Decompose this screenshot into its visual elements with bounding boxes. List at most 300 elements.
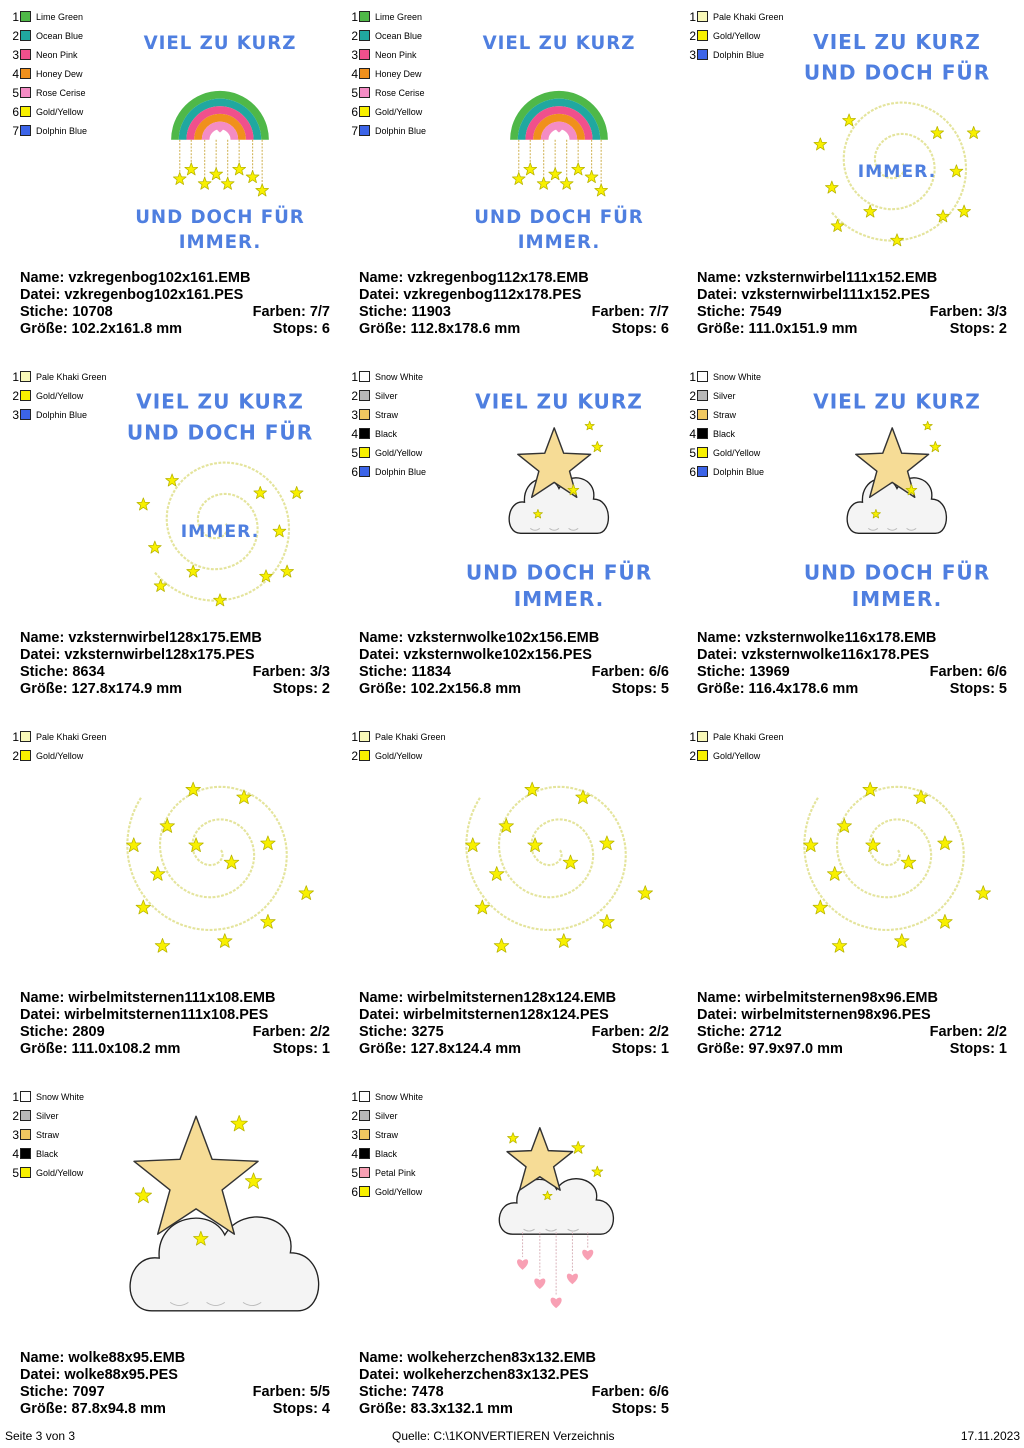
star-icon — [198, 177, 211, 189]
color-legend-row — [687, 727, 784, 746]
design-card — [682, 0, 1012, 352]
embroidery-preview — [459, 740, 659, 970]
stitch-count: Stiche: 8634 — [20, 664, 105, 680]
star-icon — [233, 163, 246, 175]
star-icon — [895, 934, 910, 948]
color-name: Honey Dew — [375, 68, 422, 79]
heart-icon — [534, 1278, 545, 1289]
footer-page-number: Seite 3 von 3 — [5, 1429, 76, 1443]
design-info — [20, 630, 330, 698]
color-swatch — [359, 1167, 370, 1178]
color-number: 2 — [12, 388, 19, 403]
design-card — [344, 360, 674, 712]
star-icon — [914, 790, 929, 804]
color-name: Rose Cerise — [375, 87, 425, 98]
color-number: 3 — [351, 1127, 358, 1142]
design-size: Größe: 111.0x108.2 mm — [20, 1041, 181, 1057]
color-number: 2 — [351, 28, 358, 43]
color-number: 4 — [689, 426, 696, 441]
color-number: 3 — [351, 407, 358, 422]
color-name: Snow White — [713, 371, 762, 382]
color-number: 5 — [351, 445, 358, 460]
design-name: Name: wolkeherzchen83x132.EMB — [359, 1350, 596, 1366]
heart-icon — [567, 1274, 578, 1285]
star-icon — [557, 934, 572, 948]
art-text-line-1: VIEL ZU KURZ — [475, 389, 643, 414]
embroidery-preview — [120, 1100, 320, 1330]
color-number: 5 — [12, 1165, 19, 1180]
star-icon — [245, 1173, 261, 1189]
color-count: Farben: 6/6 — [591, 1384, 669, 1400]
design-info — [697, 990, 1007, 1058]
color-name: Snow White — [375, 371, 424, 382]
color-swatch — [697, 750, 708, 761]
color-legend-row — [349, 424, 426, 443]
color-number: 4 — [351, 66, 358, 81]
star-icon — [136, 900, 151, 914]
color-name: Pale Khaki Green — [36, 731, 107, 742]
design-card — [5, 0, 335, 352]
star-icon — [976, 886, 991, 900]
color-swatch — [697, 49, 708, 60]
star-icon — [937, 210, 950, 222]
color-legend-row — [687, 367, 764, 386]
color-name: Pale Khaki Green — [713, 11, 784, 22]
color-number: 4 — [351, 1146, 358, 1161]
star-icon — [299, 886, 314, 900]
star-icon — [950, 165, 963, 177]
color-legend-row — [687, 746, 784, 765]
color-swatch — [20, 30, 31, 41]
color-legend-row — [349, 1125, 423, 1144]
design-size: Größe: 87.8x94.8 mm — [20, 1401, 166, 1417]
color-swatch — [359, 1186, 370, 1197]
color-swatch — [697, 409, 708, 420]
color-swatch — [359, 466, 370, 477]
color-number: 5 — [351, 1165, 358, 1180]
design-file: Datei: vzksternwolke116x178.PES — [697, 647, 930, 663]
star-icon — [210, 168, 223, 180]
embroidery-preview — [120, 740, 320, 970]
design-name: Name: wirbelmitsternen98x96.EMB — [697, 990, 938, 1006]
color-swatch — [359, 1148, 370, 1159]
color-swatch — [20, 68, 31, 79]
color-number: 6 — [351, 104, 358, 119]
star-icon — [832, 938, 847, 952]
color-number: 6 — [689, 464, 696, 479]
color-number: 3 — [12, 1127, 19, 1142]
color-legend-row — [349, 1144, 423, 1163]
color-name: Dolphin Blue — [375, 466, 427, 477]
color-legend-row — [349, 443, 426, 462]
heart-icon — [551, 1298, 562, 1309]
star-icon — [825, 181, 838, 193]
star-icon — [260, 570, 273, 582]
star-icon — [237, 790, 252, 804]
color-name: Gold/Yellow — [375, 106, 423, 117]
color-legend-row — [349, 1087, 423, 1106]
color-legend-row — [10, 64, 87, 83]
star-icon — [150, 867, 165, 881]
color-number: 6 — [351, 464, 358, 479]
design-size: Größe: 112.8x178.6 mm — [359, 321, 521, 337]
star-icon — [638, 886, 653, 900]
color-legend-row — [10, 1106, 84, 1125]
design-info — [359, 1350, 669, 1418]
design-card — [5, 720, 335, 1072]
color-swatch — [359, 125, 370, 136]
star-icon — [827, 867, 842, 881]
color-legend-row — [349, 45, 426, 64]
star-icon — [155, 938, 170, 952]
color-swatch — [20, 1167, 31, 1178]
design-name: Name: vzkregenbog102x161.EMB — [20, 270, 251, 286]
color-count: Farben: 3/3 — [929, 304, 1007, 320]
color-count: Farben: 5/5 — [252, 1384, 330, 1400]
color-name: Black — [375, 1148, 398, 1159]
embroidery-preview — [459, 380, 659, 610]
stitch-count: Stiche: 2809 — [20, 1024, 105, 1040]
star-icon — [465, 838, 480, 852]
color-name: Straw — [713, 409, 737, 420]
stop-count: Stops: 5 — [611, 1401, 669, 1417]
design-size: Größe: 97.9x97.0 mm — [697, 1041, 843, 1057]
color-legend-row — [10, 121, 87, 140]
star-icon — [221, 177, 234, 189]
stop-count: Stops: 6 — [611, 321, 669, 337]
color-legend — [10, 367, 107, 424]
color-count: Farben: 2/2 — [591, 1024, 669, 1040]
color-number: 3 — [689, 407, 696, 422]
star-icon — [938, 836, 953, 850]
color-swatch — [20, 1091, 31, 1102]
design-file: Datei: wirbelmitsternen111x108.PES — [20, 1007, 269, 1023]
star-icon — [489, 867, 504, 881]
embroidery-preview — [120, 380, 320, 610]
star-icon — [563, 855, 578, 869]
color-number: 2 — [351, 748, 358, 763]
color-swatch — [359, 1129, 370, 1140]
color-legend-row — [10, 7, 87, 26]
color-legend-row — [687, 45, 784, 64]
color-swatch — [359, 68, 370, 79]
color-number: 2 — [689, 28, 696, 43]
heart-icon — [582, 1250, 593, 1261]
color-name: Ocean Blue — [36, 30, 84, 41]
color-number: 7 — [351, 123, 358, 138]
color-swatch — [20, 1110, 31, 1121]
star-icon — [290, 486, 303, 498]
color-legend-row — [349, 121, 426, 140]
star-icon — [148, 541, 161, 553]
stitch-count: Stiche: 11834 — [359, 664, 451, 680]
design-file: Datei: vzkregenbog102x161.PES — [20, 287, 244, 303]
star-icon — [218, 934, 233, 948]
design-info — [359, 990, 669, 1058]
design-name: Name: wirbelmitsternen128x124.EMB — [359, 990, 617, 1006]
star-icon — [931, 126, 944, 138]
color-number: 1 — [351, 1089, 358, 1104]
color-number: 2 — [12, 28, 19, 43]
color-legend-row — [10, 1144, 84, 1163]
color-legend — [687, 7, 784, 64]
stitch-count: Stiche: 3275 — [359, 1024, 444, 1040]
star-icon — [186, 782, 201, 796]
color-number: 4 — [12, 1146, 19, 1161]
color-name: Gold/Yellow — [375, 750, 423, 761]
color-number: 1 — [12, 9, 19, 24]
color-number: 1 — [12, 1089, 19, 1104]
color-legend-row — [349, 26, 426, 45]
stitch-count: Stiche: 2712 — [697, 1024, 782, 1040]
star-icon — [525, 782, 540, 796]
color-number: 2 — [351, 388, 358, 403]
color-legend-row — [687, 386, 764, 405]
stop-count: Stops: 2 — [949, 321, 1007, 337]
star-icon — [254, 486, 267, 498]
swirl-line — [466, 787, 625, 930]
color-legend — [10, 7, 87, 140]
color-legend — [349, 1087, 423, 1201]
star-icon — [246, 170, 259, 182]
color-number: 3 — [689, 47, 696, 62]
star-icon — [600, 836, 615, 850]
art-text-line-3: IMMER. — [851, 587, 943, 612]
color-number: 1 — [12, 729, 19, 744]
color-legend-row — [349, 64, 426, 83]
design-name: Name: vzksternwirbel128x175.EMB — [20, 630, 262, 646]
stop-count: Stops: 1 — [272, 1041, 330, 1057]
color-legend-row — [687, 405, 764, 424]
color-legend — [349, 367, 426, 481]
star-icon — [814, 138, 827, 150]
color-name: Dolphin Blue — [713, 49, 765, 60]
color-name: Straw — [375, 409, 399, 420]
star-icon — [576, 790, 591, 804]
color-legend-row — [10, 26, 87, 45]
color-name: Lime Green — [375, 11, 423, 22]
color-name: Straw — [375, 1129, 399, 1140]
embroidery-preview — [459, 1100, 659, 1330]
color-swatch — [359, 1091, 370, 1102]
design-size: Größe: 127.8x124.4 mm — [359, 1041, 522, 1057]
color-swatch — [697, 466, 708, 477]
star-icon — [187, 565, 200, 577]
embroidery-preview — [797, 20, 997, 250]
color-swatch — [359, 428, 370, 439]
color-legend-row — [687, 424, 764, 443]
art-text-line-1: VIEL ZU KURZ — [136, 389, 304, 414]
star-icon — [256, 184, 269, 196]
color-name: Silver — [713, 390, 736, 401]
color-name: Black — [36, 1148, 59, 1159]
stitch-count: Stiche: 11903 — [359, 304, 451, 320]
stop-count: Stops: 5 — [611, 681, 669, 697]
color-name: Pale Khaki Green — [375, 731, 446, 742]
stitch-count: Stiche: 7478 — [359, 1384, 444, 1400]
star-icon — [524, 163, 537, 175]
color-name: Black — [713, 428, 736, 439]
design-file: Datei: vzksternwirbel128x175.PES — [20, 647, 255, 663]
color-name: Ocean Blue — [375, 30, 423, 41]
embroidery-preview — [459, 20, 659, 254]
color-legend-row — [349, 7, 426, 26]
art-text-line-3: IMMER. — [178, 232, 262, 254]
star-icon — [930, 441, 941, 451]
star-icon — [923, 421, 932, 430]
star-icon — [508, 1133, 519, 1143]
color-legend-row — [10, 386, 107, 405]
color-swatch — [359, 87, 370, 98]
color-legend-row — [349, 462, 426, 481]
color-name: Gold/Yellow — [375, 1186, 423, 1197]
color-swatch — [697, 30, 708, 41]
color-legend — [10, 727, 107, 765]
star-icon — [938, 914, 953, 928]
stop-count: Stops: 6 — [272, 321, 330, 337]
color-number: 2 — [689, 388, 696, 403]
color-number: 3 — [12, 407, 19, 422]
color-name: Gold/Yellow — [713, 750, 761, 761]
color-swatch — [359, 731, 370, 742]
color-name: Gold/Yellow — [36, 1167, 84, 1178]
color-swatch — [359, 390, 370, 401]
footer-source: Quelle: C:\1KONVERTIEREN Verzeichnis — [392, 1429, 615, 1443]
star-icon — [958, 205, 971, 217]
star-icon — [572, 163, 585, 175]
art-text-line-3: IMMER. — [180, 522, 260, 543]
big-star-icon — [134, 1116, 258, 1234]
star-icon — [528, 838, 543, 852]
art-text-line-3: IMMER. — [517, 232, 601, 254]
star-icon — [967, 126, 980, 138]
color-swatch — [20, 409, 31, 420]
color-swatch — [20, 1129, 31, 1140]
color-swatch — [20, 125, 31, 136]
design-size: Größe: 127.8x174.9 mm — [20, 681, 183, 697]
design-name: Name: vzksternwolke116x178.EMB — [697, 630, 937, 646]
color-legend-row — [349, 1163, 423, 1182]
color-name: Snow White — [36, 1091, 85, 1102]
design-size: Größe: 102.2x161.8 mm — [20, 321, 183, 337]
color-swatch — [697, 731, 708, 742]
color-legend — [10, 1087, 84, 1182]
design-size: Größe: 111.0x151.9 mm — [697, 321, 858, 337]
color-swatch — [697, 371, 708, 382]
design-info — [20, 1350, 330, 1418]
color-legend-row — [349, 1182, 423, 1201]
design-file: Datei: wolke88x95.PES — [20, 1367, 178, 1383]
color-swatch — [20, 106, 31, 117]
color-legend — [687, 367, 764, 481]
color-name: Gold/Yellow — [36, 750, 84, 761]
color-legend-row — [349, 405, 426, 424]
design-card — [682, 360, 1012, 712]
design-size: Größe: 83.3x132.1 mm — [359, 1401, 513, 1417]
stitch-count: Stiche: 13969 — [697, 664, 790, 680]
star-icon — [281, 565, 294, 577]
color-name: Silver — [375, 390, 398, 401]
star-icon — [592, 1166, 603, 1176]
color-name: Gold/Yellow — [36, 390, 84, 401]
color-number: 1 — [689, 9, 696, 24]
color-number: 7 — [12, 123, 19, 138]
art-text-line-2: UND DOCH FÜR — [465, 560, 653, 585]
color-swatch — [20, 11, 31, 22]
color-swatch — [359, 447, 370, 458]
color-legend — [687, 727, 784, 765]
design-card — [682, 720, 1012, 1072]
color-swatch — [697, 428, 708, 439]
color-swatch — [20, 750, 31, 761]
design-file: Datei: wirbelmitsternen98x96.PES — [697, 1007, 931, 1023]
color-legend-row — [10, 1163, 84, 1182]
star-icon — [813, 900, 828, 914]
color-swatch — [359, 30, 370, 41]
color-swatch — [359, 750, 370, 761]
color-number: 2 — [12, 1108, 19, 1123]
design-file: Datei: wirbelmitsternen128x124.PES — [359, 1007, 609, 1023]
design-card — [344, 1080, 674, 1432]
color-number: 5 — [689, 445, 696, 460]
design-card — [344, 720, 674, 1072]
swirl-line — [804, 787, 963, 930]
star-icon — [585, 170, 598, 182]
design-card — [5, 1080, 335, 1432]
color-swatch — [20, 87, 31, 98]
swirl-line — [127, 787, 286, 930]
design-name: Name: vzkregenbog112x178.EMB — [359, 270, 589, 286]
color-name: Silver — [375, 1110, 398, 1121]
color-legend-row — [349, 1106, 423, 1125]
color-legend — [349, 727, 446, 765]
star-icon — [224, 855, 239, 869]
color-legend-row — [349, 727, 446, 746]
star-icon — [560, 177, 573, 189]
stop-count: Stops: 1 — [949, 1041, 1007, 1057]
color-count: Farben: 2/2 — [929, 1024, 1007, 1040]
color-legend-row — [349, 386, 426, 405]
star-icon — [866, 838, 881, 852]
color-number: 5 — [351, 85, 358, 100]
star-icon — [261, 836, 276, 850]
color-name: Neon Pink — [36, 49, 78, 60]
color-legend-row — [10, 102, 87, 121]
star-icon — [891, 234, 904, 246]
design-size: Größe: 102.2x156.8 mm — [359, 681, 522, 697]
art-text-line-1: VIEL ZU KURZ — [813, 29, 981, 54]
color-name: Gold/Yellow — [713, 30, 761, 41]
art-text-line-2: UND DOCH FÜR — [474, 207, 644, 229]
embroidery-preview — [797, 380, 997, 610]
star-icon — [549, 168, 562, 180]
star-icon — [831, 219, 844, 231]
stop-count: Stops: 4 — [272, 1401, 330, 1417]
color-name: Rose Cerise — [36, 87, 86, 98]
design-info — [20, 990, 330, 1058]
color-swatch — [359, 11, 370, 22]
color-name: Gold/Yellow — [375, 447, 423, 458]
stitch-count: Stiche: 10708 — [20, 304, 113, 320]
design-file: Datei: wolkeherzchen83x132.PES — [359, 1367, 589, 1383]
color-number: 4 — [12, 66, 19, 81]
color-legend-row — [10, 1087, 84, 1106]
design-info — [697, 270, 1007, 338]
color-count: Farben: 3/3 — [252, 664, 330, 680]
design-name: Name: vzksternwolke102x156.EMB — [359, 630, 600, 646]
color-number: 1 — [351, 9, 358, 24]
color-swatch — [359, 49, 370, 60]
